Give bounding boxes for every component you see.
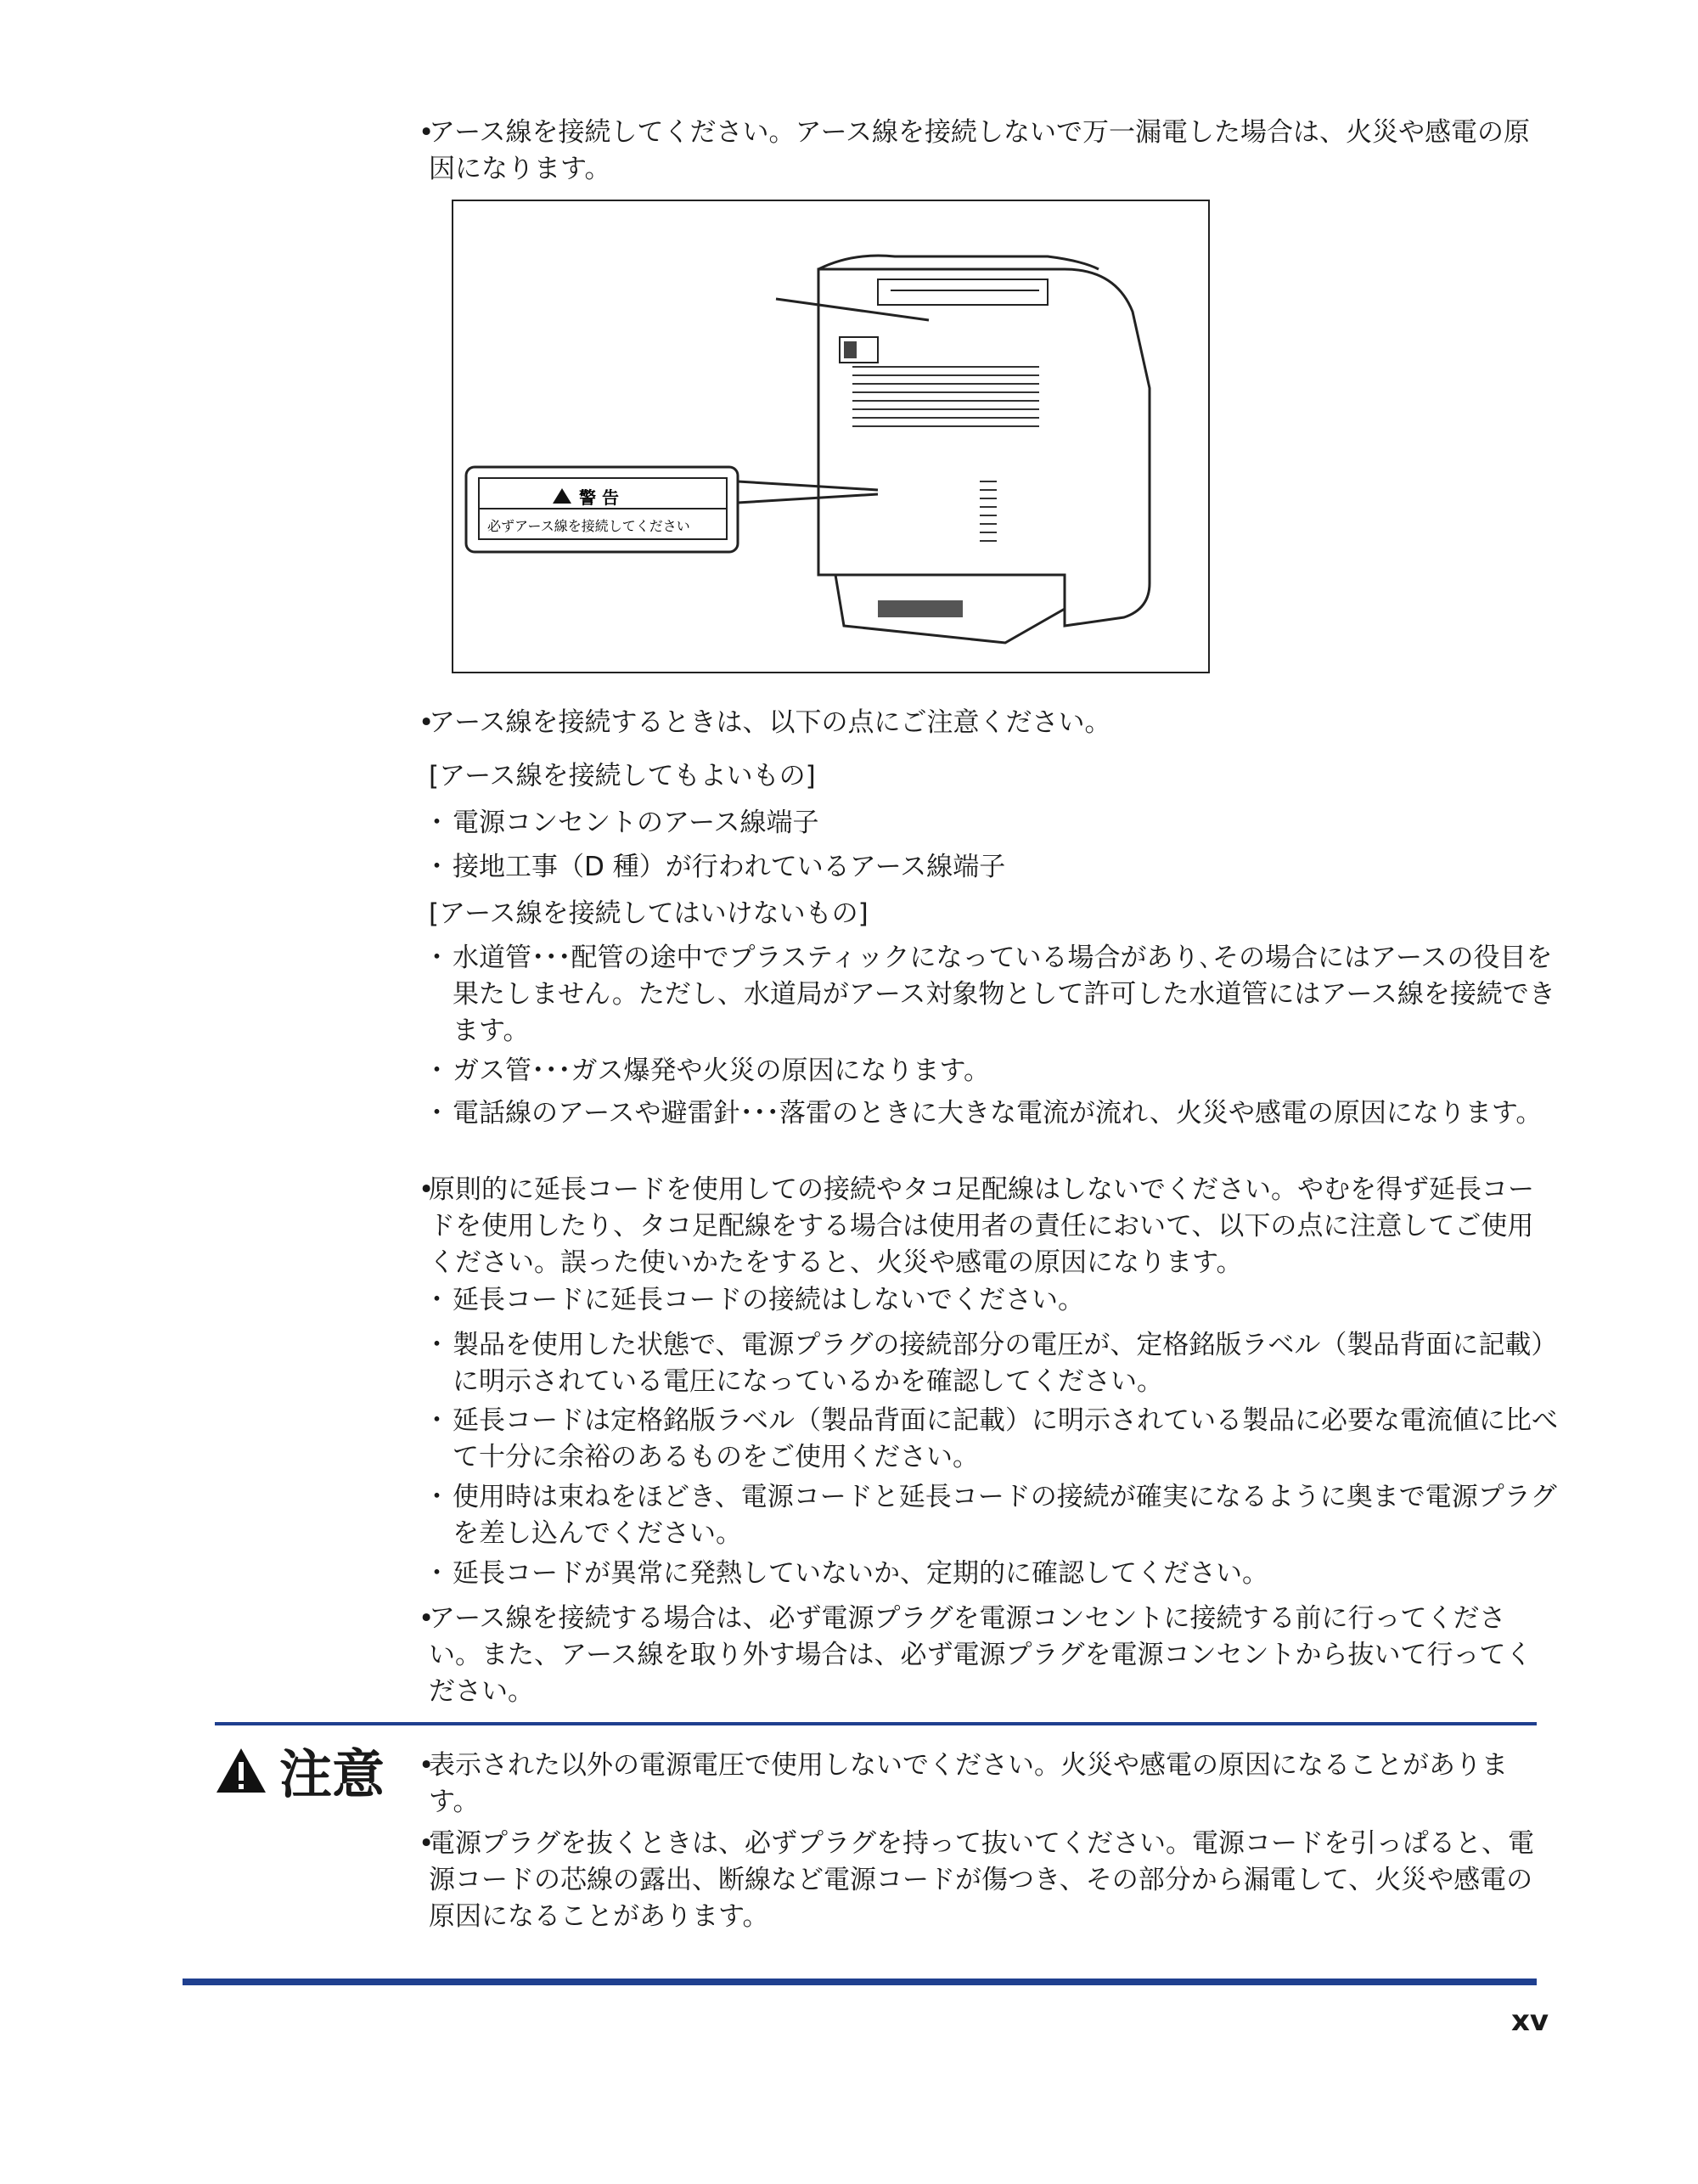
earth-warning-text: • アース線を接続してください。アース線を接続しないで万一漏電した場合は、火災や感電の原因になります。	[429, 115, 1537, 188]
extension-item: ・ 製品を使用した状態で、電源プラグの接続部分の電圧が、定格銘版ラベル（製品背面に記載）に明示されている電圧になっているかを確認してください。	[429, 1327, 1560, 1400]
label-text: 必ずアース線を接続してください	[487, 518, 690, 534]
ok-item: ・ 電源コンセントのアース線端子	[429, 805, 1560, 842]
caution-item: • 電源プラグを抜くときは、必ずプラグを持って抜いてください。電源コードを引っぱると、電源コードの芯線の露出、断線など電源コードが傷つき、その部分から漏電して、火災や感電の原因になることがあります。	[429, 1826, 1537, 1935]
extension-item: ・ 延長コードが異常に発熱していないか、定期的に確認してください。	[429, 1556, 1560, 1592]
ok-header: [アース線を接続してもよいもの]	[429, 761, 816, 791]
extension-item: ・ 使用時は束ねをほどき、電源コードと延長コードの接続が確実になるように奥まで電源プラグを差し込んでください。	[429, 1479, 1560, 1552]
caution-item: • 表示された以外の電源電圧で使用しないでください。火災や感電の原因になることがあります。	[429, 1748, 1537, 1821]
extension-intro: • 原則的に延長コードを使用しての接続やタコ足配線はしないでください。やむを得ず延長コードを使用したり、タコ足配線をする場合は使用者の責任において、以下の点に注意してご使用ください。誤った使いかたをすると、火災や感電の原因になります。	[429, 1172, 1537, 1281]
ng-item: ・ 電話線のアースや避雷針･･･落雷のときに大きな電流が流れ、火災や感電の原因になります。	[429, 1095, 1560, 1132]
caution-heading	[215, 1732, 385, 1808]
ok-item: ・ 接地工事（D 種）が行われているアース線端子	[429, 849, 1560, 886]
caution-triangle-icon	[215, 1747, 267, 1794]
caution-label: 注意	[279, 1743, 385, 1805]
caution-divider	[215, 1722, 1537, 1725]
ng-header: [アース線を接続してはいけないもの]	[429, 898, 869, 929]
printer-illustration	[453, 201, 1208, 672]
ng-item: ・ ガス管･･･ガス爆発や火災の原因になります。	[429, 1053, 1560, 1089]
label-title: 警 告	[579, 487, 619, 508]
ng-item: ・ 水道管･･･配管の途中でプラスティックになっている場合があり､その場合にはアースの役目を果たしません。ただし、水道局がアース対象物として許可した水道管にはアース線を接続できます。	[429, 940, 1560, 1050]
footer-rule	[183, 1979, 1537, 1985]
extension-item: ・ 延長コードに延長コードの接続はしないでください。	[429, 1282, 1560, 1319]
page-number: xv	[1511, 2004, 1549, 2038]
extension-item: ・ 延長コードは定格銘版ラベル（製品背面に記載）に明示されている製品に必要な電流値に比べて十分に余裕のあるものをご使用ください。	[429, 1403, 1560, 1476]
printer-rear-figure	[452, 200, 1210, 673]
earth-order-text: • アース線を接続する場合は、必ず電源プラグを電源コンセントに接続する前に行ってください。また、アース線を取り外す場合は、必ず電源プラグを電源コンセントから抜いて行ってください。	[429, 1601, 1537, 1710]
earth-notes-intro: • アース線を接続するときは、以下の点にご注意ください。	[429, 705, 1537, 741]
